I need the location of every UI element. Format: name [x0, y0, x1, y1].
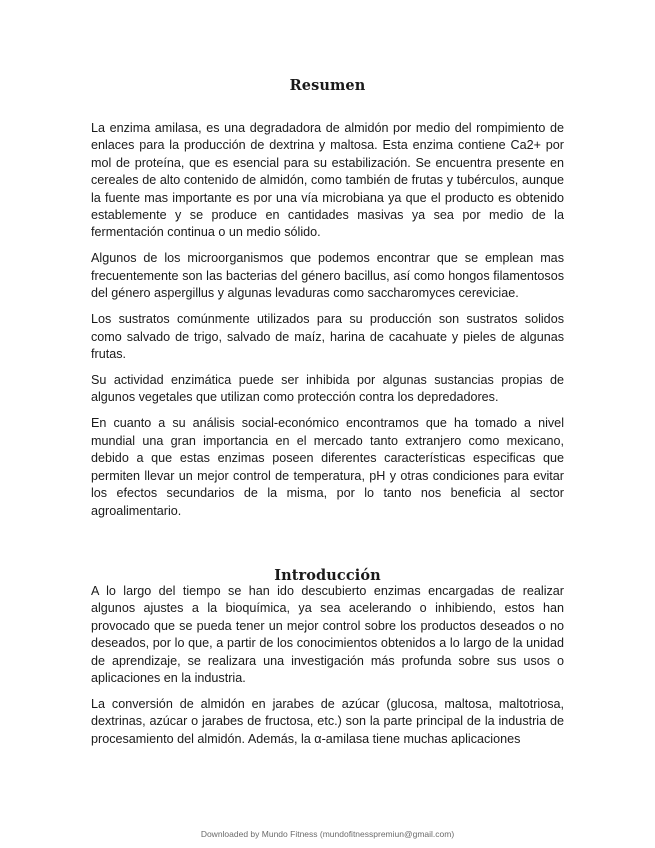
resumen-body	[91, 120, 564, 529]
section-title-resumen: Resumen	[289, 77, 366, 94]
paragraph: Algunos de los microorganismos que podemos encontrar que se emplean mas frecuentemente son las bacterias del género bacillus, así como hongos filamentosos del género aspergillus y algunas levaduras como saccharomyces cereviciae.	[91, 251, 564, 301]
paragraph: A lo largo del tiempo se han ido descubierto enzimas encargadas de realizar algunos ajustes a la bioquímica, ya sea acelerando o inhibiendo, estos han provocado que se pueda tener un mejor control sobre los productos deseados o no deseados, por lo que, a partir de los conocimientos obtenidos a lo largo de la unidad de aprendizaje, se realizara una investigación más profunda sobre sus usos o aplicaciones en la industria.	[91, 584, 564, 686]
download-footer: Downloaded by Mundo Fitness (mundofitnesspremiun@gmail.com)	[200, 829, 455, 839]
paragraph: La enzima amilasa, es una degradadora de almidón por medio del rompimiento de enlaces para la producción de dextrina y maltosa. Esta enzima contiene Ca2+ por mol de proteína, que es esencial para su estabilización. Se encuentra presente en cereales de alto contenido de almidón, como también de frutas y tubérculos, aunque la fuente mas importante es por una vía microbiana ya que el producto es obtenido establemente y se produce en cantidades masivas ya sea por medio de la fermentación continua o un medio sólido.	[91, 121, 564, 240]
paragraph: En cuanto a su análisis social-económico encontramos que ha tomado a nivel mundial una gran importancia en el mercado tanto extranjero como mexicano, debido a que estas enzimas poseen diferentes características especificas que permiten llevar un mejor control de temperatura, pH y otras condiciones para evitar los efectos secundarios de la misma, por lo tanto nos beneficia al sector agroalimentario.	[91, 416, 564, 518]
paragraph: Los sustratos comúnmente utilizados para su producción son sustratos solidos como salvado de trigo, salvado de maíz, harina de cacahuate y pieles de algunas frutas.	[91, 312, 564, 362]
paragraph: Su actividad enzimática puede ser inhibida por algunas sustancias propias de algunos vegetales que utilizan como protección contra los depredadores.	[91, 373, 564, 405]
paragraph: La conversión de almidón en jarabes de azúcar (glucosa, maltosa, maltotriosa, dextrinas, azúcar o jarabes de fructosa, etc.) son la parte principal de la industria de procesamiento del almidón. Además, la α-amilasa tiene muchas aplicaciones	[91, 697, 564, 746]
introduccion-body	[91, 583, 564, 757]
section-title-introduccion: Introducción	[274, 567, 381, 584]
